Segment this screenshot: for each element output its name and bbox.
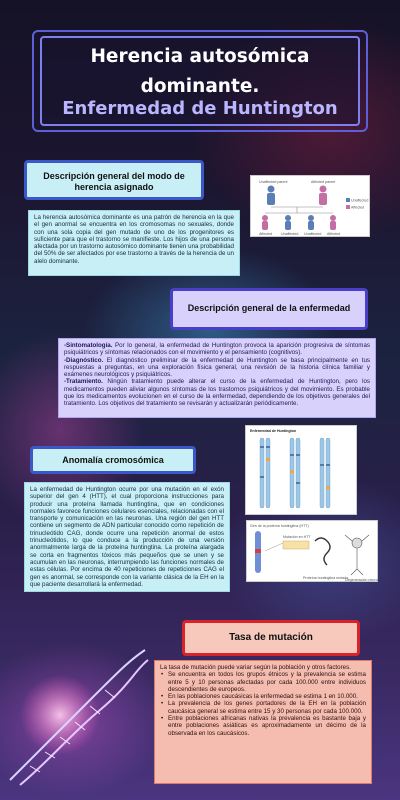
chromosome-figure xyxy=(245,425,357,515)
disease-text xyxy=(58,338,376,418)
dna-helix-decoration xyxy=(0,640,150,790)
list-item: • En las poblaciones caucásicas la enfermedad se estima 1 en 10.000. xyxy=(160,693,366,700)
neuron-degeneration-label: Degeneración neuronal xyxy=(345,578,379,582)
legend-unaffected: Unaffected xyxy=(351,198,369,203)
parent-figure-2 xyxy=(319,186,327,206)
chromosome-figure-title: Enfermedad de Huntington xyxy=(250,429,297,433)
chromosome-heading: Anomalía cromosómica xyxy=(30,446,196,474)
treatment-paragraph: -Tratamiento. Ningún tratamiento puede alterar el curso de la enfermedad de Huntington, pero los medicamentos pueden aliviar algunos síntomas de los trastornos psiquiátricos y del movimiento. Es probable que los medicamentos evolucionen en el curso de la enfermedad, dependiendo de los objetivos generales del tratamiento. Los objetivos del tratamiento se revisarán y actualizarán periódicamente. xyxy=(64,378,370,408)
title-frame xyxy=(40,36,360,126)
inheritance-heading: Descripción general del modo de herencia asignado xyxy=(24,160,204,200)
child-figure-3 xyxy=(308,215,314,230)
chromosome-text: La enfermedad de Huntington ocurre por una mutación en el exón superior del gen 4 (HTT), el cual proporciona instrucciones para producir una proteína llamada huntingtina, que en condiciones normales favorece funciones celulares esenciales, relacionadas con el transporte y comunicación en las neuronas. Una región del gen HTT contiene un segmento de ADN particular conocido como repetición de trinucleótido CAG, donde ocurre una repetición anormal de estos trinucleótidos, lo que conduce a la producción de una versión anormalmente larga de la proteína huntingtina. La proteína alargada se corta en fragmentos tóxicos más pequeños que se unen y se acumulan en las neuronas, interrumpiendo las funciones normales de estas células. Por encima de 40 repeticiones de repeticiones CAG el gen es anormal, se corresponde con la variante clásica de la EH en la que paciente desarrollará la enfermedad. xyxy=(24,482,230,592)
child-label-4: Affected xyxy=(327,232,341,236)
inheritance-diagram xyxy=(250,175,370,237)
inheritance-text: La herencia autosómica dominante es una patrón de herencia en la que el gen anormal se encuentra en los cromosomas no sexuales, donde con una sola copia del gen mutado de uno de los progenitores es suficiente para que el trastorno se manifieste. Los hijos de una persona afectada por un trastorno autosómico dominante tienen una probabilidad del 50% de ser afectados por ese trastorno a través de la herencia de un alelo dominante. xyxy=(28,210,240,276)
legend-affected: Affected xyxy=(351,205,365,210)
protein-icon xyxy=(315,538,330,565)
list-item: • Entre poblaciones africanas nativas la prevalencia es bastante baja y entre poblaciones asiáticas es aproximadamente un décimo de la observada en los caucásicos. xyxy=(160,715,366,737)
child-label-3: Unaffected xyxy=(304,232,322,236)
mutation-rate-text xyxy=(154,660,372,784)
unaffected-parent-label: Unaffected parent xyxy=(259,180,288,184)
disease-heading: Descripción general de la enfermedad xyxy=(170,288,368,330)
child-label-1: Affected xyxy=(259,232,273,236)
list-item: • Se encuentra en todos los grupos étnicos y la prevalencia se estima entre 5 y 10 personas afectadas por cada 100.000 entre individuos descendientes de europeos. xyxy=(160,671,366,693)
parent-figure-1 xyxy=(267,186,275,206)
child-figure-4 xyxy=(330,215,336,230)
list-item: • La prevalencia de los genes portadores de la EH en la población caucásica general se estima entre 15 y 30 personas por cada 100.000. xyxy=(160,700,366,715)
title-line-2: dominante. xyxy=(140,76,260,97)
htt-mutation-label: Mutación en HTT xyxy=(283,535,311,539)
child-figure-1 xyxy=(262,215,268,230)
child-label-2: Unaffected xyxy=(281,232,299,236)
child-figure-2 xyxy=(285,215,291,230)
diagnosis-paragraph: -Diagnóstico. El diagnóstico preliminar de la enfermedad de Huntington se basa principalmente en tus respuestas a preguntas, en una exploración física general, una revisión de la historia clínica familiar y exámenes neurológicos y psiquiátricos. xyxy=(64,356,370,379)
symptoms-paragraph: -Sintomatología. Por lo general, la enfermedad de Huntington provoca la aparición progresiva de síntomas psiquiátricos y síntomas relacionados con el movimiento y el pensamiento (cognitivos). xyxy=(64,342,370,357)
affected-parent-label: Affected parent xyxy=(311,180,336,184)
chromosome-icon xyxy=(255,531,261,573)
mutation-rate-list xyxy=(160,671,366,737)
mutation-rate-intro: La tasa de mutación puede variar según la población y otros factores. xyxy=(160,664,351,671)
mutation-rate-heading: Tasa de mutación xyxy=(182,620,360,656)
huntingtin-mechanism-figure xyxy=(246,520,378,582)
title-line-3: Enfermedad de Huntington xyxy=(62,98,338,119)
title-line-1: Herencia autosómica xyxy=(90,46,310,67)
htt-gene-label: Gen de la proteína huntingtina (HTT) xyxy=(250,524,309,528)
neuron-icon xyxy=(345,535,369,575)
mutant-protein-label: Proteína huntingtina mutada xyxy=(303,576,349,580)
